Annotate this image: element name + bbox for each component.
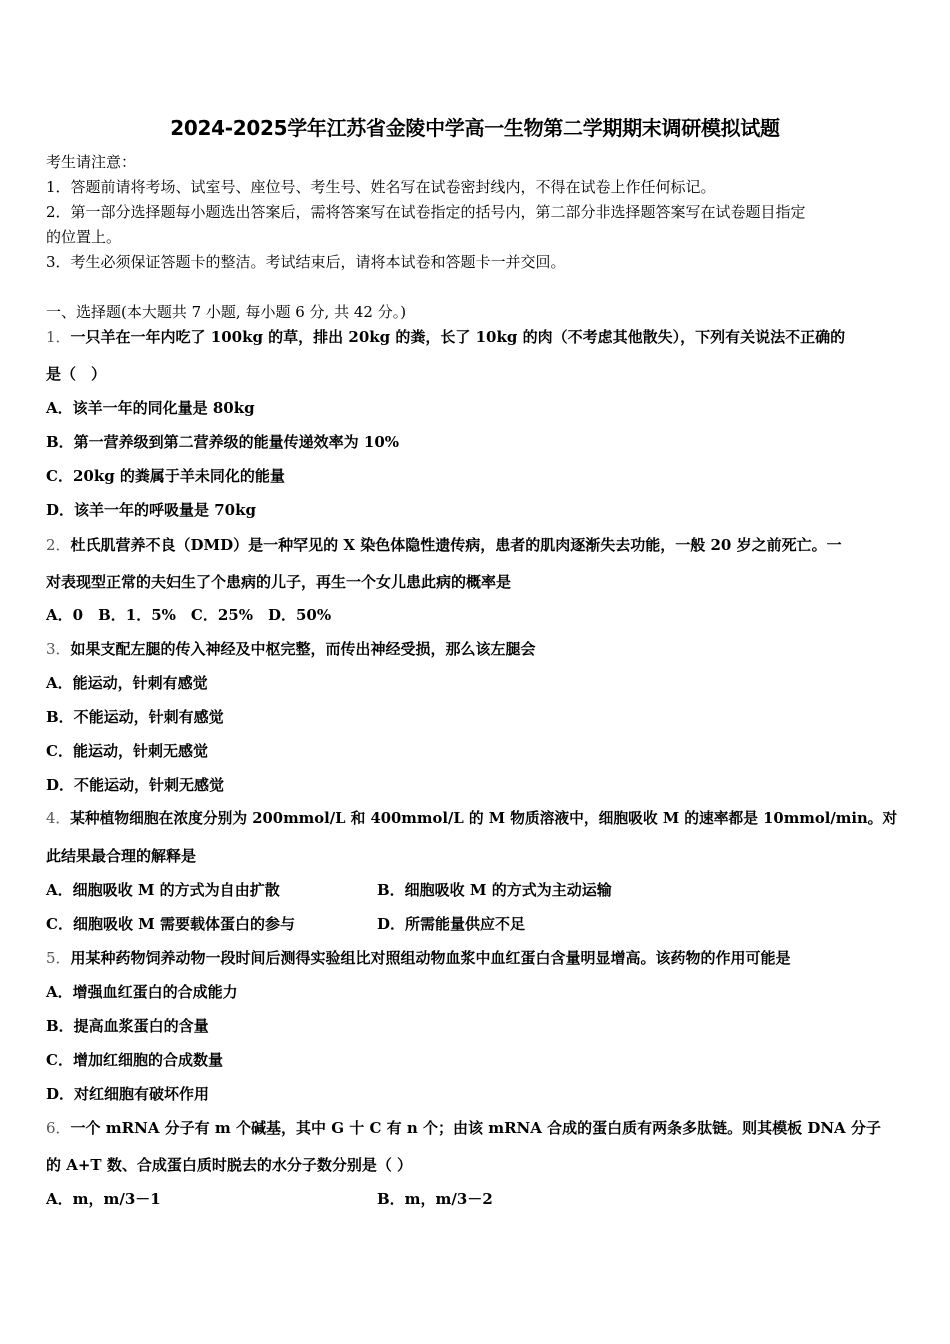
question-3-option-c: C．能运动，针刺无感觉 [46,742,208,760]
section-heading: 一、选择题(本大题共 7 小题, 每小题 6 分, 共 42 分。) [46,303,407,321]
question-4-option-c: C．细胞吸收 M 需要载体蛋白的参与 [46,915,295,933]
question-4-option-a: A．细胞吸收 M 的方式为自由扩散 [46,881,280,899]
question-1-option-a: A．该羊一年的同化量是 80kg [46,399,255,417]
question-1-stem [46,327,845,347]
notice-item: 3．考生必须保证答题卡的整洁。考试结束后，请将本试卷和答题卡一并交回。 [46,253,566,271]
question-6-stem [46,1118,881,1138]
question-text: 一只羊在一年内吃了 100kg 的草，排出 20kg 的粪，长了 10kg 的肉（不考虑其他散失），下列有关说法不正确的 [70,328,846,346]
question-text: 一个 mRNA 分子有 m 个碱基，其中 G 十 C 有 n 个；由该 mRNA 合成的蛋白质有两条多肽链。则其模板 DNA 分子 [70,1119,881,1137]
question-1-option-c: C．20kg 的粪属于羊未同化的能量 [46,467,285,485]
notice-item: 2．第一部分选择题每小题选出答案后，需将答案写在试卷指定的括号内，第二部分非选择题答案写在试卷题目指定 [46,203,806,221]
page-title: 2024-2025学年江苏省金陵中学高一生物第二学期期末调研模拟试题 [170,116,780,140]
question-4-stem-cont: 此结果最合理的解释是 [46,847,197,865]
question-4-option-d: D．所需能量供应不足 [377,915,526,933]
question-number: 6． [46,1119,71,1137]
question-5-option-b: B．提高血浆蛋白的含量 [46,1017,209,1035]
question-text: 杜氏肌营养不良（DMD）是一种罕见的 X 染色体隐性遗传病，患者的肌肉逐渐失去功能，一般 20 岁之前死亡。一 [70,536,842,554]
question-1-option-b: B．第一营养级到第二营养级的能量传递效率为 10% [46,433,400,451]
question-3-option-b: B．不能运动，针刺有感觉 [46,708,224,726]
question-number: 1． [46,328,71,346]
question-4-option-b: B．细胞吸收 M 的方式为主动运输 [377,881,612,899]
question-4-stem [46,809,897,829]
notice-heading: 考生请注意： [46,153,137,171]
question-text: 用某种药物饲养动物一段时间后测得实验组比对照组动物血浆中血红蛋白含量明显增高。该药物的作用可能是 [70,949,791,967]
question-2-stem-cont: 对表现型正常的夫妇生了个患病的儿子，再生一个女儿患此病的概率是 [46,573,512,591]
question-5-stem [46,948,791,968]
question-5-option-d: D．对红细胞有破坏作用 [46,1085,210,1103]
notice-item: 1．答题前请将考场、试室号、座位号、考生号、姓名写在试卷密封线内，不得在试卷上作任何标记。 [46,178,716,196]
question-5-option-a: A．增强血红蛋白的合成能力 [46,983,238,1001]
question-1-option-d: D．该羊一年的呼吸量是 70kg [46,501,256,519]
question-text: 某种植物细胞在浓度分别为 200mmol/L 和 400mmol/L 的 M 物质溶液中，细胞吸收 M 的速率都是 10mmol/min。对 [70,810,898,827]
question-2-stem [46,535,842,555]
notice-item: 的位置上。 [46,228,122,246]
question-3-stem [46,639,536,659]
question-5-option-c: C．增加红细胞的合成数量 [46,1051,223,1069]
question-6-option-b: B．m，m/3－2 [377,1190,493,1208]
question-2-options: A．0 B．1．5% C．25% D．50% [46,606,332,624]
question-3-option-d: D．不能运动，针刺无感觉 [46,776,225,794]
question-number: 2． [46,536,71,554]
question-number: 4． [46,810,71,827]
question-number: 3． [46,640,71,658]
question-number: 5． [46,949,71,967]
question-6-stem-cont: 的 A+T 数、合成蛋白质时脱去的水分子数分别是（ ） [46,1156,413,1174]
question-1-stem-cont: 是（ ） [46,365,107,383]
question-6-option-a: A．m，m/3－1 [46,1190,161,1208]
question-3-option-a: A．能运动，针刺有感觉 [46,674,208,692]
question-text: 如果支配左腿的传入神经及中枢完整，而传出神经受损，那么该左腿会 [70,640,536,658]
